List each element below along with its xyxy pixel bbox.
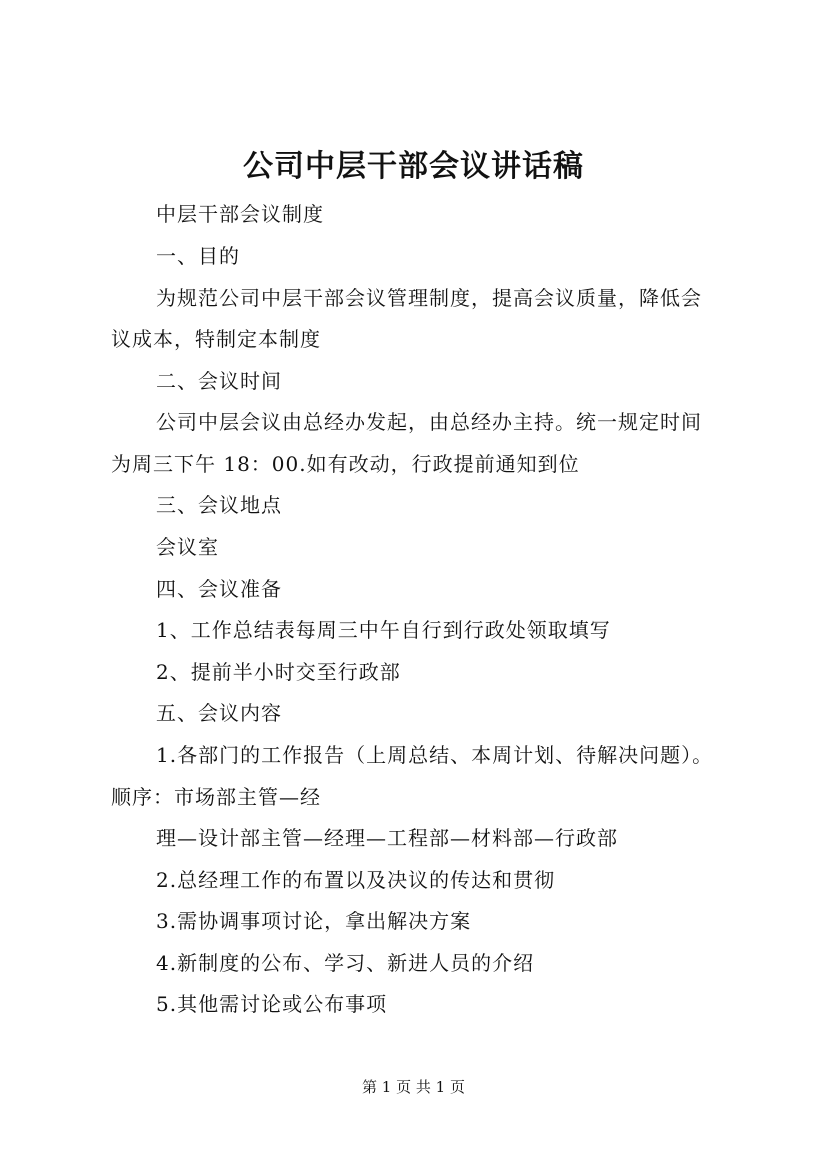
list-item: 1、工作总结表每周三中午自行到行政处领取填写 — [156, 618, 611, 642]
list-item: 2.总经理工作的布置以及决议的传达和贯彻 — [156, 868, 556, 892]
section-heading: 三、会议地点 — [156, 493, 282, 517]
list-item: 2、提前半小时交至行政部 — [156, 660, 401, 684]
paragraph-line: 公司中层会议由总经办发起，由总经办主持。统一规定时间 — [156, 410, 702, 434]
section-heading: 五、会议内容 — [156, 701, 282, 725]
list-item: 1.各部门的工作报告（上周总结、本周计划、待解决问题）。 — [156, 743, 714, 767]
paragraph-line: 为规范公司中层干部会议管理制度，提高会议质量，降低会 — [156, 286, 702, 310]
list-item: 4.新制度的公布、学习、新进人员的介绍 — [156, 951, 535, 975]
document-title: 公司中层干部会议讲话稿 — [243, 149, 584, 184]
section-heading: 四、会议准备 — [156, 577, 282, 601]
list-item: 5.其他需讨论或公布事项 — [156, 992, 388, 1016]
section-heading: 二、会议时间 — [156, 369, 282, 393]
page-footer: 第 1 页 共 1 页 — [362, 1078, 465, 1096]
list-item: 3.需协调事项讨论，拿出解决方案 — [156, 909, 472, 933]
section-heading: 一、目的 — [156, 244, 240, 268]
paragraph-line: 会议室 — [156, 535, 219, 559]
paragraph-line: 为周三下午 18：00.如有改动，行政提前通知到位 — [111, 452, 580, 476]
paragraph-line: 顺序：市场部主管—经 — [111, 785, 321, 809]
paragraph-line: 理—设计部主管—经理—工程部—材料部—行政部 — [156, 826, 618, 850]
paragraph-line: 议成本，特制定本制度 — [111, 327, 321, 351]
paragraph-line: 中层干部会议制度 — [156, 202, 324, 226]
